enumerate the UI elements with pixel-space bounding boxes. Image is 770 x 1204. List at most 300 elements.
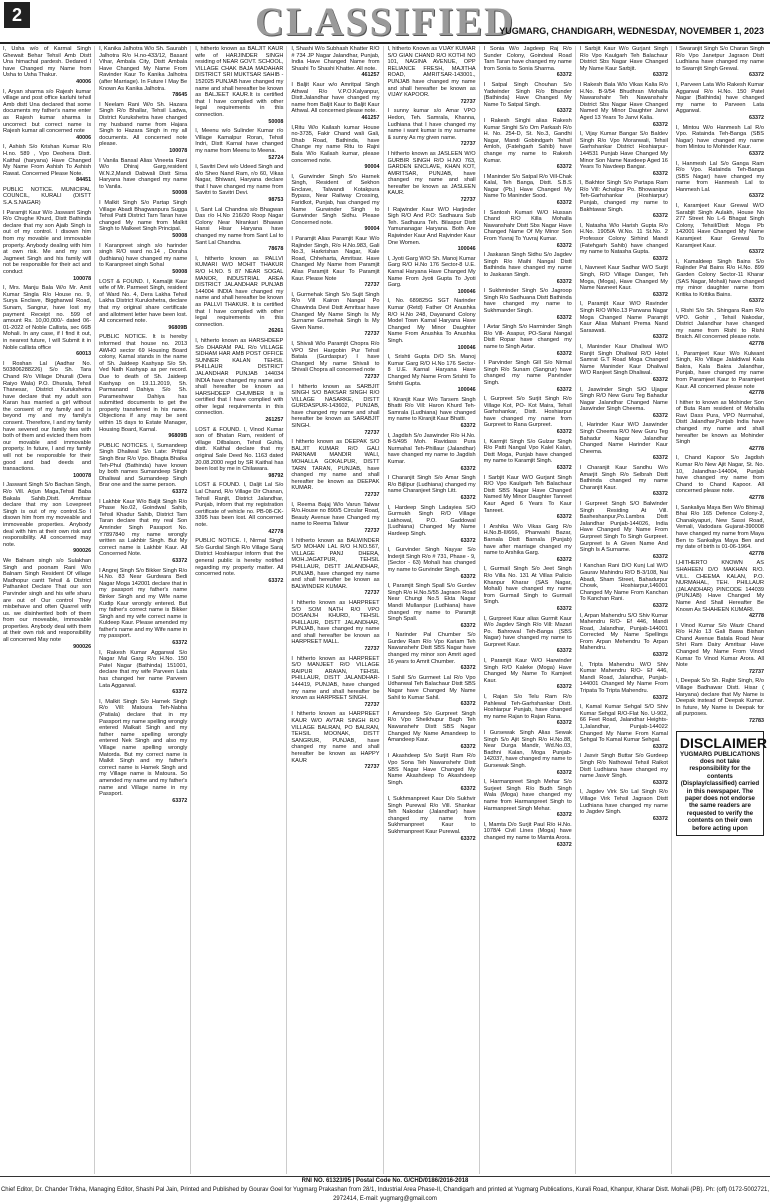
ad-text: I, Hardeep Singh Ladayiea S/O Gurmukh Singh R/O Village Lakhowal, P.O. Gaddowal (Ludhiana) Changed My Name Hardeep Singh. [387,504,476,537]
ad-number: 63372 [749,150,764,157]
classified-ad [484,730,572,776]
ad-number: 900026 [73,643,92,650]
footer [0,1176,770,1203]
ad-text: I, Reema Bajaj W/o Varun Talwar R/o.House no 890/5 Circular Road, Beauty Avenue have Changed my name to Reema Talwar [291,501,380,528]
ad-text: I, Kamaldeep Singh Bains S/o Rajinder Pal Bains R/o H.No. 899 Garden Colony Sector-11 Kharar (SAS Nagar, Mohali) have changed my minor daughter name from Kritika to Kritika Bains. [675,258,764,298]
column-7 [580,46,672,1174]
section-title: CLASSIFIED [254,0,516,44]
ad-text: I, Gurpreet Kaur alias Gurmit Kaur W/o Jagdev Singh R/o Vill: Mazari Po. Bahrowal Teh-Banga (SBS Nagar) have changed my name to Gurpreet Kaur. [483,615,572,648]
ad-number: 50008 [172,190,188,197]
ad-text: I hitherto known as HARPREET S/O SOM NATH R/O VPO DOSANJH KHURD, TEHSIL PHILLAUR, DISTT JALANDHAR, PUNJAB, have changed my name and shall hereafter be known as HARPREET MALL. [291,599,380,646]
column-3 [195,46,287,1174]
ad-number: 50008 [172,233,188,240]
classified-ad [676,82,764,122]
ad-text: PUBLIC NOTICE. MUNICIPAL COUNCIL, KURALI (DISTT S.A.S.NAGAR) [3,186,92,207]
ad-text: I, Kamal Kumar Sehgal S/O Shiv Kumar Sehgal R/O-Flat No. U-902, 66 Feet Road, Jalandhar Heights-1,Jalandhar, Punjab-144022 Changed My Name From Kamal Sehgal To Kamal Kumar Sehgal. [579,704,668,744]
ad-text: I hitherto known as BALWINDER S/O MOHAN LAL R/O H.NO.567, VILLAGE PANJ DHERA, MOH.JAGATPUR, TEHSIL PHILLAUR, DISTT JALANDHAR, PUNJAB, have changed my name and shall hereafter be known as BALWINDER KUMAR. [291,537,380,590]
ad-number: 63372 [556,242,572,249]
classified-ad [195,164,283,204]
ad-number: 63372 [172,689,188,696]
ad-number: 63372 [652,213,668,220]
classified-ad [676,505,764,558]
classified-ad [484,324,572,357]
ad-text: I Swaranjit Singh S/o Charan Singh R/o Vpo Janetpur Jagraon Distt Ludhiana have changed my name to Swarnjit Singh Grewal. [675,46,764,72]
ad-text: LOST & FOUND. I, Vinod Kumar son of Bhatan Ram, resident of village Dilbalaon, Tehsil Guhla, distt. Kaithal declare that my original Sale Deed No. 1163 dated 20.08.2000 regd by SR Kaithal has been lost by me in Chilawara. [195,426,284,473]
classified-ad [99,243,187,276]
classified-ad [580,662,668,702]
ad-text: I, Mrs. Manju Bala W/o Mr. Amit Kumar Singla R/o House no. 9, Surya Enclave, Biggharwal Road, Sunam, Sangrur, have lost my payment Receipt no. 599 of amount Rs. 10,00,000/- dated 06-01-2022 of Noble Callista, sec 66B Mohali. In any case, if I find it out, in nearest future, I will Submit it in Noble callista office [3,285,92,351]
ad-number: 42778 [749,550,764,557]
ad-number: 42778 [749,613,764,620]
ad-number: 63372 [460,743,476,750]
ad-number: 63372 [652,652,668,659]
classified-ad [676,161,764,201]
classified-ad [99,699,187,805]
classified-ad [580,301,668,341]
ad-number: 461257 [361,114,380,121]
page-number: 2 [4,2,30,28]
dateline: YUGMARG, CHANDIGARH, WEDNESDAY, NOVEMBER 1, 2023 [499,26,764,36]
ad-text: I Jaswant Singh S/o Bachan Singh, R/o Vill. Arjun Maga,Tehsil Baba Bakala Sahib,Distt. Amritsar declare that my son Lovepreet Singh is out of my control.So I disown him from my moveable and immoveable properties. Anybody deal with him at their own risk and responsibility. All concerned may note. [3,482,92,548]
classified-ad [291,236,379,289]
classified-ad [484,566,572,612]
ad-number: 461257 [361,72,380,79]
ad-number: 63372 [172,489,188,495]
column-2 [99,46,191,1174]
ad-text: I, Maninder Kaur Dhaliwal W/O Ranjit Singh Dhaliwal R/O Hotel Samrat G.T Road Moga Changed Name Maninder Kaur Dhaliwal W/O Ranjeet Singh Dhaliwal. [579,343,668,377]
classified-ad [676,400,764,453]
classified-ad [195,338,283,424]
ad-text: I, Aryan sharma s/o Rajesh kumar village and post office karluhi tehsil Amb distt Una declared that some documents my father's name enter as Rajesh kumar sharma is uncorrect but correct name is Rajesh kumar all concerned note [3,88,92,135]
classified-ad [484,439,572,472]
ad-text: I, Arpan Mahendru S/O Shiv Kumar Mahendru R/O- Ef 446, Mandi Road, Jalandhar, Punjab-144001 Corrected My Name Spellings From Arpan Mehendru To Arpan Mahendru. [579,612,668,652]
ad-text: We Balnam singh s/o Sulakhan Singh and poonam Rani W/o Balnam Singh Resident Of village Madhopur cantt Tehsil & District Pathankot Declare That our son Parvinder singh and his wife sharu are out of Our control They misbehave and often Quarrel with us. we disinherited both of them from our moveable, immovable properties. Anybody deal with them at their own risk and responsibility all concerned May note [3,557,92,644]
ad-text: I,Ritu W/o Kailash kumar House no-3735, Fakir Chand wali Gali, Dhab Road, Bathinda, have Change my name Ritu to Rajni Bala W/o Kailash kumar, please concerned note. [291,124,380,164]
classified-ad [484,288,572,321]
classified-ad [195,46,283,125]
classified-ad [195,256,283,335]
ad-text: I, hitherto known as BALJIT KAUR wife of HARJINDER SINGH residing of NEAR GOVT. SCHOOL, VILLAGE CHAK BAJA MADAHAR DISTRICT SRI MUKTSAR SAHIB - 152025 PUNJAB have changed my name and shall hereafter be known as BALJEET KAUR.It is certified that I have complied with other legal requirements in this connection. [195,46,284,118]
ad-number: 63372 [172,557,188,564]
ad-text: I Jaskaran Singh Sidhu S/o Jagdev Singh R/o Maihi Nangal Distt Bathinda have changed my name to Jaskaran Singh. [483,252,572,278]
ad-text: I, Tripta Mahendru W/O Shiv Kumar Mahendru R/O- Ef 446, Mandi Road, Jalandhar, Punjab-144001 Changed My Name From Tripata To Tripta Mahendru. [579,661,668,695]
classified-ad [99,102,187,155]
ad-text: I Karanpreet singh s/o harinder singh R/O ward no.14 , Doraha (ludhiana) have changed my name to Karanpreet singh Sohal [99,242,188,269]
disclaimer-text: YUGMARG PUBLICATIONS does not take responsibility for the contents (Display/classified) carried in this newspaper. The paper does not endorse the same readers are requested to verify the contents on their own before acting upon [679,750,760,832]
ad-number: 72737 [364,429,380,436]
classified-ad [676,455,764,501]
classified-ad [388,207,476,253]
classified-ad [291,502,379,535]
classified-columns [3,46,767,1174]
ad-text: I, Natasha W/o Harish Gupta R/o H.No. 1905/A W.No. 11 St.No. 2 Professor Colony Sirhind Mandi (Fatehgarh Sahib) have changed my name to Natasha Gupta. [579,222,668,256]
classified-ad [99,46,187,99]
ad-number: 63372 [556,200,572,207]
ad-number: 60013 [76,351,92,358]
classified-ad [484,252,572,285]
classified-ad [580,82,668,128]
classified-ad [484,396,572,436]
ad-number: 63372 [460,786,476,793]
ad-number: 72737 [364,764,380,771]
ad-number: 84451 [76,177,92,184]
ad-text: PUBLIC NOTICE. I, Nirmal Singh S/o Gurdial Singh R/o Village Saraj District Hoshiarpur inform that the general public is hereby notified regarding my property matter. All concerned note. [195,538,284,578]
classified-ad [388,505,476,545]
ad-text: I, Ashish S/o Krishan Kumar R/o H.no. 589 , Vpo Deohera Distt. Kaithal (haryana) Have Changed My Name From Ashish To Ashish Rawat. Concerned Please Note. [3,144,92,177]
ad-number: 72737 [364,373,380,380]
ad-text: I hitherto known as DEEPAK S/O BALJIT KUMAR R/O GALI PARNAMI MANDIR WALI, MOHALLA GOKALPUR, DISTT TARN TARAN, PUNJAB, have changed my name and shall hereafter be known as DEEPAK KUMAR. [291,439,380,492]
disclaimer-title: DISCLAIMER [679,734,767,751]
ad-number: 42778 [749,390,764,397]
ad-text: I Paramjit Alias Paramjit Kaur W/o Rajinder Singh, R/o H.No.983, Gali No.3, Harkrishan Nagar, Kale Road, Chheharta, Amritsar. Have Changed My Name from Paramjit Alias Paramjit Kaur To Paramjit Kaur. Please Note [291,236,380,282]
ad-number: 72737 [749,668,764,675]
classified-ad [484,475,572,521]
classified-ad [676,560,764,619]
classified-ad [388,475,476,501]
ad-text: I, Gurwinder Singh S/o Harnek Singh, Resident of Sekhon Enclave, Talwandi Kotakpura Bypass, Near Railway Crossing, Faridkot, Punjab, has changed my Name Gurwinder Singh to Gurwinder Singh Sidhu. Please Concerned note. [291,173,380,226]
ad-number: 63372 [749,249,764,256]
ad-text: I Gurpreet Singh S/O Balwinder Singh Residing At Vill. Basheshanpur,Po.Lambra Distt Jalandhar Punjab-144026, India Have Changed My Name From Gurpreet Singh To Singh Gurpreet. Gurpreet Is A Given Name And Singh Is A Surname. [579,501,668,554]
classified-ad [99,499,187,565]
ad-number: 63372 [749,193,764,200]
ad-text: I, Karamjeet Kaur Grewal W/O Sarabjit Singh Aulakh, House No 277 Street No L-6 Bhagat Singh Colony, Tehsil/Distt Moga Pb 142001 Have Changed My Name Karamjeet Kaur Grewal To Karamjeet Kaur. [675,203,764,249]
ad-text: I, Jaswinder Singh S/O Ujagar Singh R/O New Guru Teg Bahadur Nagar Jalandhar Changed Name Jaswinder Singh Cheema. [579,386,668,413]
classified-ad [388,433,476,473]
classified-ad [291,656,379,709]
ad-text: I, Navneet Kaur Sadhar W/O Surjit Singh, R/O Village Danger, Teh Moga, (Moga), Have Changed My Name Navneet Kaur. [579,265,668,292]
ad-text: I hitherto known as HARPREET KAUR W/O AVTAR SINGH R/O VILLAGE BALRAN, PO BALRAN, TEHSIL MOONAK, DISTT SANGRUR, PUNJAB, have changed my name and shall hereafter be known as HAPPY KAUR [291,711,380,764]
ad-text: I, Sant Lal Chandna s/o Bhagwan Das r/o H.No 216/20 Roop Nagar Colony Near Nirankari Bhawan Hansi Hisar Haryana have changed my name from Sant Lal to Sant Lal Chandna. [195,206,284,246]
ad-text: I Arshika W/o Vikas Garg R/o H.No.B-II/666, Phanwahi Bazar, Barnala Distt Barnala (Punjab) have after marriage changed my name to Arshika Garg. [483,523,572,557]
classified-ad [99,650,187,696]
ad-number: 100046 [457,344,476,351]
ad-number: 50008 [172,269,188,275]
ad-number: 63372 [556,841,572,848]
ad-text: I, Mintou W/o Hanmesh Lal R/o Vpo. Rataindа Teh-Banga (SBS Nagar) have changed my name from Mintou to Mohinder Kaur. [675,124,764,151]
ad-number: 50008 [268,118,284,125]
ad-text: I Rakesh Singhi alias Rakesh Kumar Singhi S/o Om Parkash R/o H. No. 254-D, St. No.3, Gandhi Nagar, Mandi Gobindgarh Tehsil Amloh, (Fatehgarh Sahib) have change my name to Rakesh Kumar. [483,117,572,164]
ad-text: I Amandeep S/o Gurpreet Singh R/o Vpo Sheikhupur Bagh Teh Nawanshehr Distt SBS Nagar Changed My Name Amandeep to Amandeep Kaur. [387,710,476,744]
classified-ad [676,678,764,724]
ad-text: I, Jyoti Garg W/O Sh. Manoj Kumar Garg R/O H.No 176 Sector-8 U.E. Karnal Haryana Have Changed My Name From Jyoti Gupta To Jyoti Garg. [387,255,476,289]
classified-ad [484,174,572,207]
ad-number: 96809B [168,324,188,331]
ad-number: 100046 [457,387,476,394]
ad-number: 63372 [556,720,572,727]
ad-number: 63372 [556,556,572,563]
ad-text: I Sarbjit Kaur W/o Gurjant Singh R/o Vpo Kaulgarh Teh Balachaur District Sbs Nagar Have Changed My Name Kaur Sarbjit. [579,46,668,72]
classified-ad [580,613,668,659]
ad-number: 98792 [268,472,284,479]
ad-number: 72737 [460,98,476,105]
ad-text: I Paramjit Kaur W/o Jaswant Singh R/o Chughe Khurd, Distt Bathinda declare that my son Ajaib Singh is out of my control. I disown him from my movable and immovable property. Anybody dealing with him at own risk. Me and my son Jagmeet Singh and his family will not be responsible for their act and conduct [3,209,92,275]
ad-number: 63372 [556,108,572,115]
ad-number: 900026 [73,548,92,555]
ad-number: 72737 [364,527,380,534]
ad-number: 63372 [268,577,284,584]
classified-ad [484,694,572,727]
classified-ad [580,753,668,786]
classified-ad [291,174,379,233]
classified-ad [3,187,91,207]
ad-text: I Satpal Singh Chouhan S/o Yadwinder Singh R/o Bhunder (Bathinda) Have Changed My Name To Satpal Singh. [483,81,572,108]
ad-number: 63372 [460,701,476,708]
ad-number: 96809B [168,433,188,440]
ad-text: I, Gurmail Singh S/o Jeet Singh R/o Villa No. 131 At Villas Palicio Khanpur Kharar (SAS Nagar, Mohali) have changed my name from Gurmail Singh to Gurmail Singh. [483,566,572,606]
ad-number: 63372 [460,665,476,672]
ad-text: I, Parveen Lata W/o Rakesh Kumar Aggarwal R/o H.No. 150 Patel Nagar (Bathinda) have changed my name to Parveen Lata Aggarwal. [675,81,764,115]
classified-ad [291,341,379,381]
footer-imprint: Chief Editor, Dr. Chander Trikha, Managing Editor, Shashi Pal Jain, Printed and Published by Gourav Goel for Yugmarg Prakashan from 28/1, Industrial Area Phase-II, Chandigarh and printed at Yugmarg Publications, Kurali Road, Khanpur, Kharar Distt. Mohali (PB). Ph: (off) 0172-5002721, 2972414, E-mail: yugmarg@gmail.com [0,1187,770,1202]
ad-number: 63372 [172,797,188,804]
ad-number: 63372 [172,640,188,647]
classified-ad [388,632,476,672]
classified-ad [99,200,187,240]
ad-text: I, Harmanpreet Singh Mehar S/o Surjeet Singh R/o Budh Singh Wala (Moga) have changed my name from Harmanpreet Singh to Harmanpreet Singh Mehar. [483,779,572,812]
ad-text: I, Mamta D/o Surjit Paul R/o H.No. 1078/4 Civil Lines (Moga) have changed my name to Mamta Arora. [483,821,572,841]
classified-ad [99,158,187,198]
classified-ad [291,82,379,122]
ad-text: I Jasvir Singh Buttar S/o Gurdeep Singh R/o Nathowal Tehsil Raikot Distt Ludhiana have changed my name Jasvir Singh. [579,753,668,780]
ad-number: 63372 [556,465,572,472]
ad-text: I, Rajan S/o Telu Ram R/o Pahlewal Teh-Garhshankar Distt. Hoshiarpur Punjab, have changed my name Rajan to Rajan Rana. [483,694,572,720]
ad-number: 98753 [268,197,284,204]
ad-text: I, hitherto Known as VIJAY KUMAR S/O GIAN CHAND R/O KOTHI NO 101, NAGINA AVENUE, OPP RELIANCE FRESH, MAJITHA ROAD, AMRITSAR-143001., PUNJAB have changed my name and shall hereafter be known as VIJAY KAPOOR. [387,46,476,99]
classified-ad [484,616,572,656]
ad-text: I hitherto known as SARBJIT SINGH S/O BAKSAR SINGH R/O VILLAGE NASARKE, DISTT GURDASPUR-143602, PUNJAB, have changed my name and shall hereafter be known as SARABJIT SINGH. [291,383,380,430]
classified-ad [676,46,764,79]
ad-number: 63372 [652,121,668,128]
classified-ad [580,789,668,822]
ad-number: 72737 [364,590,380,597]
classified-ad [291,711,379,770]
classified-ad [580,465,668,498]
classified-ad [388,151,476,204]
ad-number: 40006 [76,78,92,85]
ad-number: 72737 [364,331,380,338]
disclaimer-box [676,731,767,836]
ad-number: 52724 [268,154,284,161]
ad-text: I, Karmjit Singh S/o Gulzar Singh R/o Patti Nangal Vpo Kalel Kalan, Distt Moga, Punjab have changed my name to Karamjit Singh. [483,438,572,465]
ad-text: I, Kanika Jalhotra W/o Sh. Saurabh Jalhotra R/o H.no-433/12, Basant Vihar, Ambala City, Distt Ambala Have Changed My Name From Ravinder Kaur To Kanika Jalhotra (after Marriage). In Future I May Be Known As Kanika Jalhotra. [99,46,188,92]
ad-text: PUBLIC NOTICE. It is hereby informed that house no. 2013 AWHO sector 69 Housing Board colony, Karnal stands in the name of Sh. Jaideep Kashyap S/o Sh. Ved Nath Kashyap as per record. Due to death of Sh. Jaideep Kashyap on 19.11.2019, Sh. Parmanand Dahiya S/o Sh. Parameshwar Dahiya has submitted documents to get the property transferred in his name. Objections if any may be sent within 15 days to Estate Manager, Housing Board, Karnal. [99,334,188,433]
classified-ad [580,131,668,177]
ad-number: 63372 [652,170,668,177]
column-4 [291,46,383,1174]
classified-ad [580,422,668,462]
column-1 [3,46,95,1174]
classified-ad [3,285,91,358]
classified-ad [291,439,379,498]
ad-number: 72737 [364,701,380,708]
ad-number: 72737 [460,197,476,204]
ad-number: 100046 [457,288,476,295]
column-6 [484,46,576,1174]
classified-ad [484,360,572,393]
ad-text: I, Malkit Singh S/o Harnek Singh R/o Vill: Matoura Teh-Nabha (Patiala) declare that in my Passport my name spelling wrongly entered Malkait Singh and my father name spelling wrongly entered Nek Singh and also my Village name spelling wrongly Matorda. But my correct name is Malkit Singh and my father's correct name is Harnek Singh and my Village name is Matoura. So amended my name and my father's name and Village name in my Passport. [99,698,188,798]
ad-text: I hitherto known as JASLEEN W/O GURBIR SINGH R/O H.NO 763, GARDEN ENCLAVE, KHAN KOT, AMRITSAR, PUNJAB, have changed my name and shall hereafter be known as JASLEEN KAUR. [387,150,476,197]
ad-text: I sunny kumar s/o Amar VPO Hedon, Teh. Samrala, Khanna, Ludhiana that I have changed my name i want kumar is my surname & sunny As my given name. [387,108,476,141]
ad-number: 63372 [460,465,476,472]
ad-number: 40006 [76,134,92,141]
ad-text: I, No. 689825G SGT Narinder Kumar (Retd) Father Of Anushka R/O H.No 248, Dayanand Colony Model Town Karnal Haryana Have Changed My Minor Daughter Name From Anushka To Anushka Singh. [387,298,476,344]
classified-ad [388,796,476,842]
classified-ad [99,443,187,496]
classified-ad [484,779,572,819]
ad-number: 63372 [749,72,764,79]
classified-ad [388,397,476,430]
classified-ad [484,118,572,171]
ad-number: 63372 [460,835,476,842]
ad-text: I, hitherto known as PALLVI KUMARI W/O MOHIT THAKUR R/O H.NO. 5 87 NEAR SOGAL MANOR, INDUSTRIAL AREA DISTRICT JALANDHAR PUNJAB 144004 INDIA have changed my name and shall hereafter be known as PALLVI THAKUR. It is certified that I have complied with other legal requirements in this connection. [195,255,284,328]
classified-ad [676,203,764,256]
classified-ad [484,524,572,564]
ad-text: I Charanjit Kaur Sandhu W/o Amarjit Singh R/o Selbrah Distt Bathinda changed my name Charanjit Kaur. [579,465,668,491]
ad-number: 100078 [73,275,92,282]
ad-text: I, Shashi W/o Subhash Khatter R/O # 734 JP Nagar Jalandhar, Punjab, India Have Changed Name from Shashi To Shashi Khatter. All note. [291,46,380,72]
ad-text: I Gursewak Singh Alias Sewak Singh S/o Ajit Singh R/o H.No.88, Near Durga Mandir, Wd.No.03, Badhni Kalan, Moga Punjab-142037, have changed my name to Gursewak Singh. [483,730,572,769]
ad-text: I, Usha w/o of Karmal Singh Ghewait Behar Tehsil Amb Distt Una himachal pardesh. Dedared I have Changed my Name from Usha to Usha Thakur. [3,46,92,79]
ad-text: I Charanjit Singh S/o Amar Singh R/o Bijlipur (Ludhiana) changed my name Charanjeet Singh Litt. [387,475,476,495]
ad-text: I Rakesh Bala W/o Vikas Kalia R/o H.No. B-9/54 Bhudhran Mohalla Nawanshahr Teh Nawanshahr District Sbs Nagar Have Changed Named My Minor Daughter Janvi Aged 13 Years To Janvi Kalia. [579,81,668,121]
ad-number: 261257 [265,417,284,424]
ad-number: 90004 [364,226,380,233]
classified-ad [291,46,379,79]
ad-text: PUBLIC NOTICES. I, Sumandeep Singh Dhaliwal S/o Late: Pritpal Singh Brar R/o Vpo. Bhagta Bhaika Teh-Phul (Bathinda) have known by both names Sumandeep Singh Dhaliwal and Sumandeep Singh Brar one and the same person. [99,442,188,489]
classified-ad [580,46,668,79]
classified-ad [388,108,476,148]
ad-text: I, Gurvinder Singh Nayyar S/o Inderjit Singh R/o # 731, Phase - 9, (Sector - 63) Mohali has changed my name to Gurvinder Singh. [387,547,476,573]
classified-ad [291,125,379,171]
classified-ad [3,361,91,480]
ad-text: LOST & FOUND. I, Kamaljit Kaur wife of Mr. Parmeet Singh, resident of Ward No. 4, Dera Lakha Tehsil Lakha District Kurukshetra, declare that my original share certificate and allotment letter have been lost. All concerned note. [99,278,188,325]
classified-ad [580,704,668,750]
ad-text: I Maninder S/o Satpal R/o Vill-Chak Kalal, Teh Banga, Distt. S.B.S Nagar (Pb.) Have Changed My Name To Maninder Sood. [483,173,572,200]
ad-number: 78678 [268,246,284,253]
ad-number: 42778 [749,445,764,452]
ad-text: I, Bakhtor Singh S/o Partapa Ram R/o Vill: Achalpur Po. Bhowanipur Teh-Garhshankar (Hoshiarpur) Punjab, changed my name to Bakhtawar Singh. [579,180,668,213]
column-5 [388,46,480,1174]
ad-number: 63372 [652,553,668,560]
ad-number: 63372 [460,573,476,580]
classified-ad [99,568,187,647]
ad-number: 63372 [652,815,668,822]
ad-number: 63372 [652,743,668,750]
ad-number: 72737 [364,492,380,498]
ad-text: I,HITHERTO KNOWN AS SHAHEEN D/O MAKHAN R/O. VILL. CHEEMA KALAN, P.O. NURMAHAL, TEH. PHILLAUR (JALANDHAR) PINCODE 144039 (PUNJAB) Have Changed My Name And Shall Hereafter Be Known As SHAHEEN KUMARI. [675,560,764,613]
ad-text: I, Gurpreet S/o Surjit Singh R/o Village Kot, PO- Kot Maira, Tehsil Garhshankar, Distt. Hoshiarpur have changed my name from Gurpreet to Rana Gurpreet. [483,396,572,429]
ad-text: I, Paramjeet Kaur W/o Kulwant Singh, R/o Village Jalaldiwal Kala Bakra, Kala Bakra Jalandhar, Punjab, have changed my name from Paramjeet Kaur to Paramjeet Kaur. All concerned please note [675,350,764,390]
ad-number: 63372 [556,164,572,171]
ad-number: 63372 [556,514,572,521]
ad-text: I, Harinder Kaur W/O Jaswinder Singh Cheema R/O New Guru Teg Bahadur Nagar Jalandhar Changed Name Harinder Kaur Cheema. [579,422,668,455]
classified-ad [580,265,668,298]
classified-ad [676,351,764,397]
ad-number: 63372 [556,684,572,691]
ad-text: I, Kiranjit Kaur W/o Tarsem Singh Bhatti R/o Vill: Haron Khurd Teh- Samrala (Ludhiana) have changed my name to Kiranjit Kaur Bhatti. [387,396,476,423]
classified-ad [195,128,283,161]
ad-text: I Angrej Singh S/o Bikker Singh R/o H.No. 83 Near Gurdwara Bedi Nagar Moga 142001 declare that in my passport my father's name Binker Singh and my Wife name Kudip Kaur wrongly entered. But my father's correct name is Bikker Singh and my wife correct name is Kuldeep Kaur. Please amended my father's name and my Wife name in my passport. [99,567,188,640]
classified-ad [580,180,668,220]
ad-number: 63372 [652,255,668,262]
classified-ad [676,623,764,676]
classified-ad [676,308,764,348]
ad-text: I, Gurmehak Singh S/o Sujit Singh R/o Vill Kairon Nangal Po Chawinda Devi Distt Amritsar have Changed My Name Singh Is My Surname Gurmehak Singh Is My Given Name. [291,291,380,331]
ad-text: I Neelam Rani W/o Sh. Hazara Singh R/o Bhallar, Tehsil Ladwa, District Kurukshetra have changed my husband name from Hajara Singh to Hazara Singh in my all documents. All concerned note please. [99,101,188,148]
ad-text: I, Deepak S/o Sh. Rajbir Singh, R/o Village Badhawar Distt. Hisar ( Haryana) declare that My Name is Deepak instead of Deepak Kumar. In future, My Name is Deepak for all purposes. [675,678,764,718]
ad-text: I, Hanmesh Lal S/o Ganga Ram R/o Vpo. Rataindа Teh-Banga (SBS Nagar) have changed my name from Hanmesh Lal to Hanmesh Lal. [675,160,764,193]
ad-number: 100046 [457,246,476,253]
classified-ad [580,387,668,420]
classified-ad [484,46,572,79]
ad-text: I, Sukhmanpreet Kaur D/o Sukhvir Singh Purewal R/o Vill. Shankar Teh Nakodar (Jalandhar) have changed my name from Sukhmanpreet Kaur to Sukhmanpreet Kaur Purewal. [387,795,476,835]
ad-number: 63372 [652,779,668,786]
ad-text: I, Paramjit Kaur W/O Ravinder Singh R/O WNo.13 Parwana Nagar Moga Changed Name Paramjit Kaur Alias Mahant Prema Nand Saraswati. [579,301,668,334]
classified-ad [195,207,283,253]
ad-number: 72737 [364,646,380,653]
ad-number: 78645 [172,92,188,99]
ad-number: 63372 [652,694,668,701]
classified-ad [580,344,668,384]
ad-text: LOST & FOUND. I, Daljit Lal S/o Lal Chand, R/o Village Dir Chanan, Tehsil Ranjit, District Jalandhar, Punjab, inform that my registration certificate of vehicle no. PB-08-CK-3395 has been lost. All concerned note. [195,482,284,528]
ad-text: I Malkit Singh S/o Partap Singh Village Abadi Bhagwanpura Sugga Tehsil Patti District Tarn Taran have changed My name from Malkit Singh to Malkeet Singh Principal. [99,200,188,233]
classified-ad [580,563,668,609]
ad-text: I Avtar Singh S/o Harminder Singh R/o Vill- Asapur, PO-Sarai Nangal Distt Ropar have changed my name to Singh Avtar. [483,324,572,350]
ad-text: I Rajwinder Kaur W/O Harjinder Sigh R/O And P.O: Sadhaura Sub Teh. Sadhaura Teh. Bilaspur Distt Yamunanagar Haryana. Both Are Rajwinder Kaur And Rajvinder Kaur One Women. [387,206,476,246]
classified-ad [195,538,283,584]
masthead [0,0,770,44]
ad-text: I, Paramjit Kaur W/O Harwinder Singh R/O Kaleke (Moga) Have Changed My Name To Kamjeet Kaur. [483,658,572,684]
ad-number: 63372 [460,537,476,544]
ad-number: 63372 [556,429,572,436]
ad-number: 63372 [556,386,572,393]
ad-text: I, hitherto known as HARSHDEEP S/o DHARAM PAL R/o VILLAGE SIDHAM HAR AMB POST OFFICE SUNNER KALAN TEHSIL PHILLAUR DISTRICT JALANDHAR PUNJAB 144034 INDIA have changed my name and shall hereafter be known as HARSHDEEP CHUMBER It is certified that I have complied with other legal requirements in this connection. [195,337,284,417]
classified-ad [388,46,476,105]
ad-text: I, Rakesh Kumar Aggarwal S/o Nagar Mal Garg R/o H.No. 150 Patel Nagar (Bathinda) 151001, declare that my wife Parveen Lata has changed her name Parveen Lata Aggarwal. [99,649,188,689]
ad-number: 63372 [556,350,572,357]
ad-number: 63372 [749,298,764,305]
ad-number: 63372 [652,602,668,609]
classified-ad [388,298,476,351]
classified-ad [3,558,91,650]
ad-number: 63372 [556,278,572,285]
classified-ad [195,482,283,535]
ad-text: I, Srishti Gupta D/O Sh. Manoj Kumar Garg R/O H.No 176 Sector-8 U.E. Karnal Haryana Have Changed My Name From Srishti To Srishti Gupta. [387,354,476,387]
ad-text: I Narinder Pal Chumber S/o Gurdev Ram R/o Vpo Kariam Teh Nawanshehr Distt SBS Nagar have changed my minor son Amrit aged 16 years to Amrit Chumber. [387,632,476,665]
footer-rni: RNI NO. 61323/95 | Postal Code No. G/CHD/0186/2016-2018 [301,1178,469,1184]
ad-number: 42778 [749,340,764,347]
classified-ad [580,501,668,560]
ad-text: I Akashdeep S/o Surjit Ram R/o Vpo Sona Teh Nawanshehr Distt SBS Nagar Have Changed My Name Akashdeep To Akashdeep Singh. [387,753,476,786]
ad-number: 63372 [460,423,476,430]
ad-number: 63372 [652,455,668,462]
ad-number: 63372 [556,648,572,655]
ad-number: 63372 [652,376,668,383]
classified-ad [388,583,476,629]
classified-ad [676,259,764,305]
ad-number: 42778 [749,495,764,501]
classified-ad [388,675,476,708]
ad-text: I Sonia W/o Jagdeep Raj R/o Sunder Colony, Goindwal Road Tarn Taran have changed my name from Sonia to Sonia Sharma. [483,46,572,72]
classified-ad [291,538,379,597]
ad-text: I Sarbjit Kaur W/O Gurjant Singh R/O Vpo Kaulgarh Teh Balachaur Distt SBS Nagar Have Changed Named My Minor Daughter Tanreet Kaur Aged 6 Years To Kaur Tanreet. [483,474,572,514]
classified-ad [3,210,91,283]
classified-ad [580,223,668,263]
ad-text: I Sukhminder Singh S/o Jagroop Singh R/o Sadhuana Distt Bathinda have changed my name to Sukhmander Singh. [483,288,572,314]
classified-ad [676,125,764,158]
classified-ad [484,82,572,115]
ad-number: 63372 [652,334,668,341]
